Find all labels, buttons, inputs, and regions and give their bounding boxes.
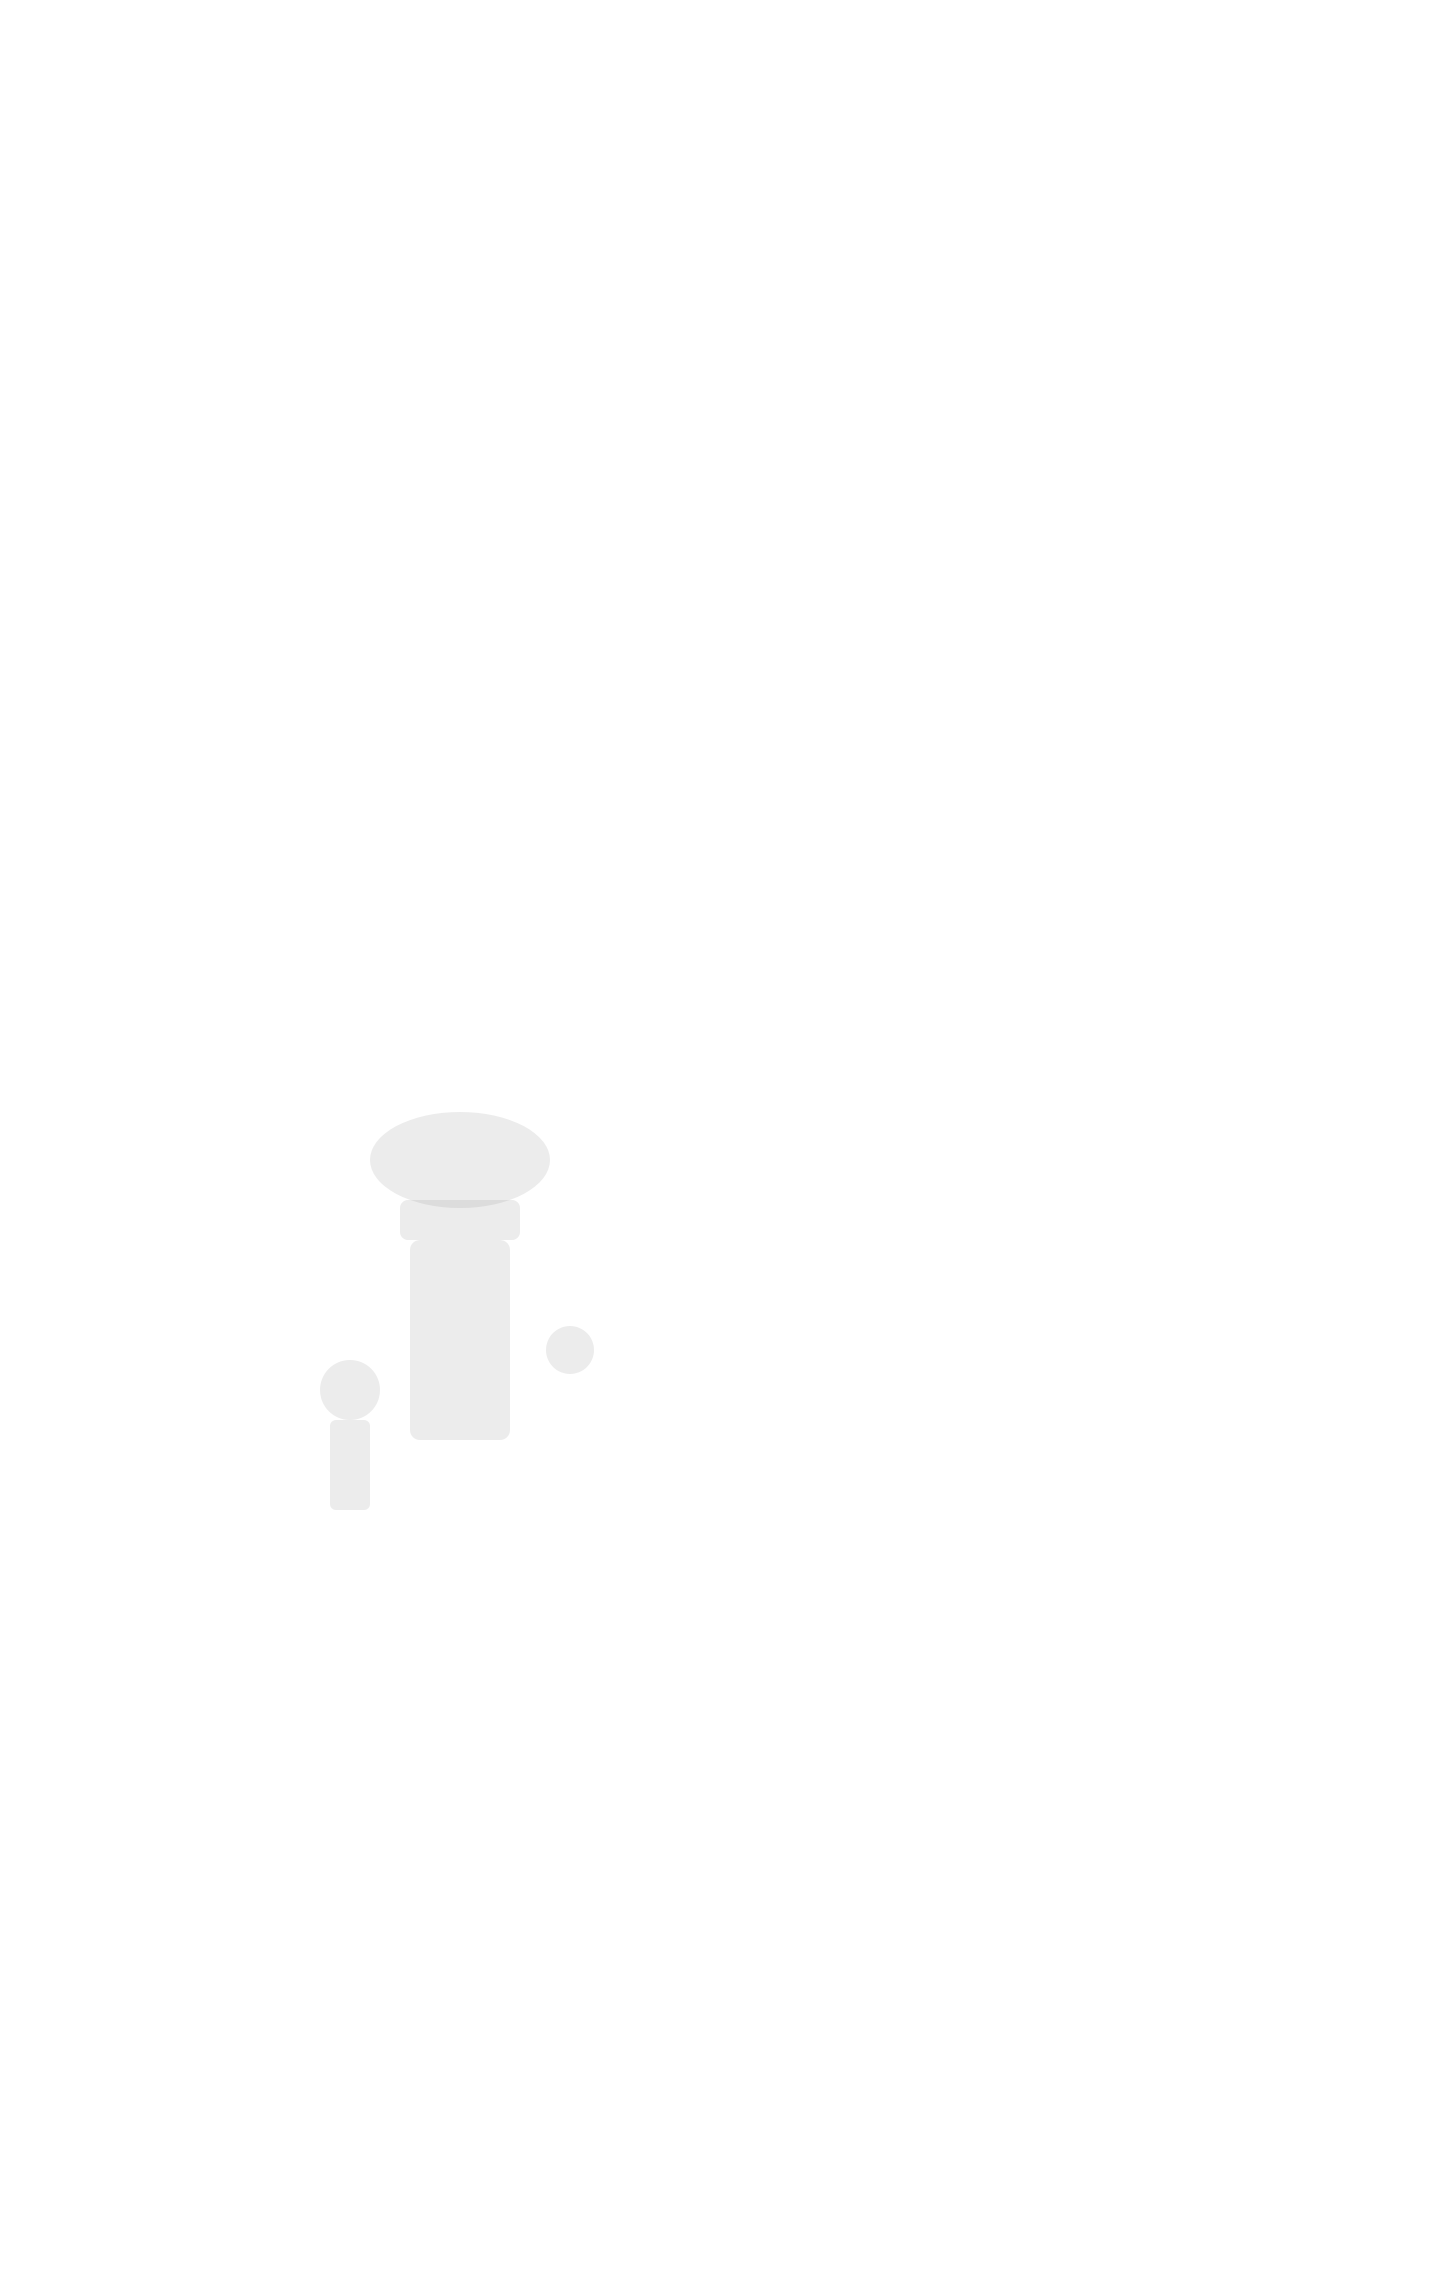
crown-emblem-watermark: [290, 1090, 630, 1530]
